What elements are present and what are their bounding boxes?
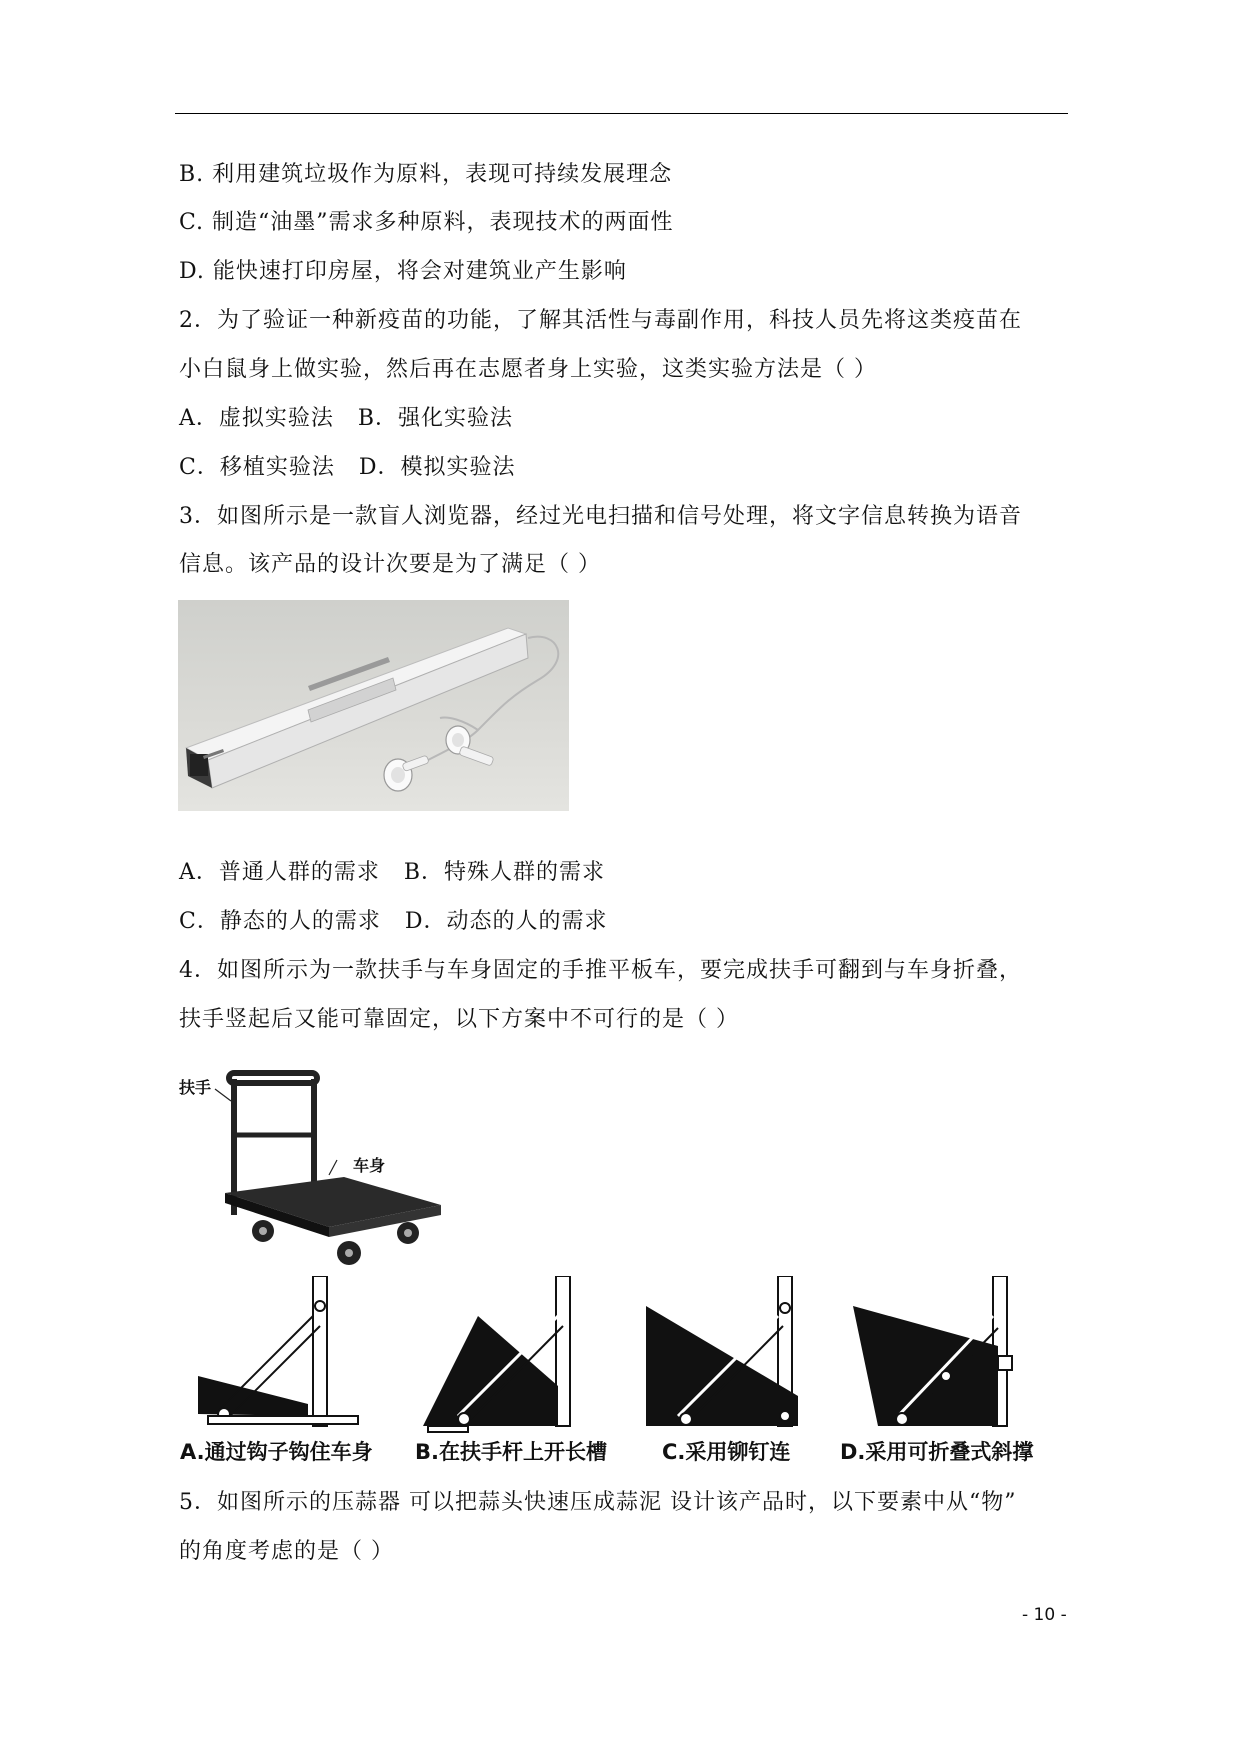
q3-option-a: A．普通人群的需求 xyxy=(179,860,380,885)
q3-option-b: B．特殊人群的需求 xyxy=(403,860,606,885)
scheme-c-diagram xyxy=(646,1276,798,1426)
q2-options-row2 xyxy=(179,453,515,483)
cart-body-label: 车身 xyxy=(353,1156,386,1175)
scheme-d-diagram xyxy=(853,1276,1012,1426)
q1-option-d: D. 能快速打印房屋，将会对建筑业产生影响 xyxy=(179,259,627,284)
q3-stem-line1: 3．如图所示是一款盲人浏览器，经过光电扫描和信号处理，将文字信息转换为语音 xyxy=(179,504,1022,529)
q3-option-d: D．动态的人的需求 xyxy=(404,909,608,934)
hand-cart-image xyxy=(179,1065,444,1278)
header-rule xyxy=(175,113,1068,114)
scheme-c-label: C.采用铆钉连 xyxy=(662,1440,791,1464)
q2-option-a: A．虚拟实验法 xyxy=(179,406,334,431)
scheme-b-label: B.在扶手杆上开长槽 xyxy=(415,1440,607,1464)
q2-option-d: D．模拟实验法 xyxy=(358,455,516,480)
q2-option-b: B．强化实验法 xyxy=(357,406,514,431)
blind-reader-photo xyxy=(178,600,569,811)
page-number: - 10 - xyxy=(1022,1605,1067,1625)
scheme-d-label: D.采用可折叠式斜撑 xyxy=(840,1440,1034,1464)
q3-options-row1 xyxy=(179,858,605,888)
q3-stem-line2: 信息。该产品的设计次要是为了满足（ ） xyxy=(179,552,601,577)
q2-option-c: C．移植实验法 xyxy=(179,455,335,480)
cart-handle-label: 扶手 xyxy=(179,1078,212,1097)
q2-stem-line1: 2．为了验证一种新疫苗的功能，了解其活性与毒副作用，科技人员先将这类疫苗在 xyxy=(179,308,1022,333)
q5-stem-line2: 的角度考虑的是（ ） xyxy=(179,1539,394,1564)
scheme-a-label: A.通过钩子钩住车身 xyxy=(180,1440,373,1464)
q4-stem-line2: 扶手竖起后又能可靠固定，以下方案中不可行的是（ ） xyxy=(179,1007,739,1032)
scheme-b-diagram xyxy=(423,1276,570,1432)
scheme-a-diagram xyxy=(198,1276,358,1426)
q3-options-row2 xyxy=(179,907,607,937)
q2-options-row1 xyxy=(179,404,513,434)
q5-stem-line1: 5．如图所示的压蒜器 可以把蒜头快速压成蒜泥 设计该产品时，以下要素中从“物” xyxy=(179,1490,1017,1515)
q1-option-b: B. 利用建筑垃圾作为原料，表现可持续发展理念 xyxy=(179,162,673,187)
q1-option-c: C. 制造“油墨”需求多种原料，表现技术的两面性 xyxy=(179,210,674,235)
q2-stem-line2: 小白鼠身上做实验，然后再在志愿者身上实验，这类实验方法是（ ） xyxy=(179,357,877,382)
q3-option-c: C．静态的人的需求 xyxy=(179,909,381,934)
folding-scheme-diagrams xyxy=(178,1276,1050,1456)
q4-stem-line1: 4．如图所示为一款扶手与车身固定的手推平板车，要完成扶手可翻到与车身折叠， xyxy=(179,958,1022,983)
